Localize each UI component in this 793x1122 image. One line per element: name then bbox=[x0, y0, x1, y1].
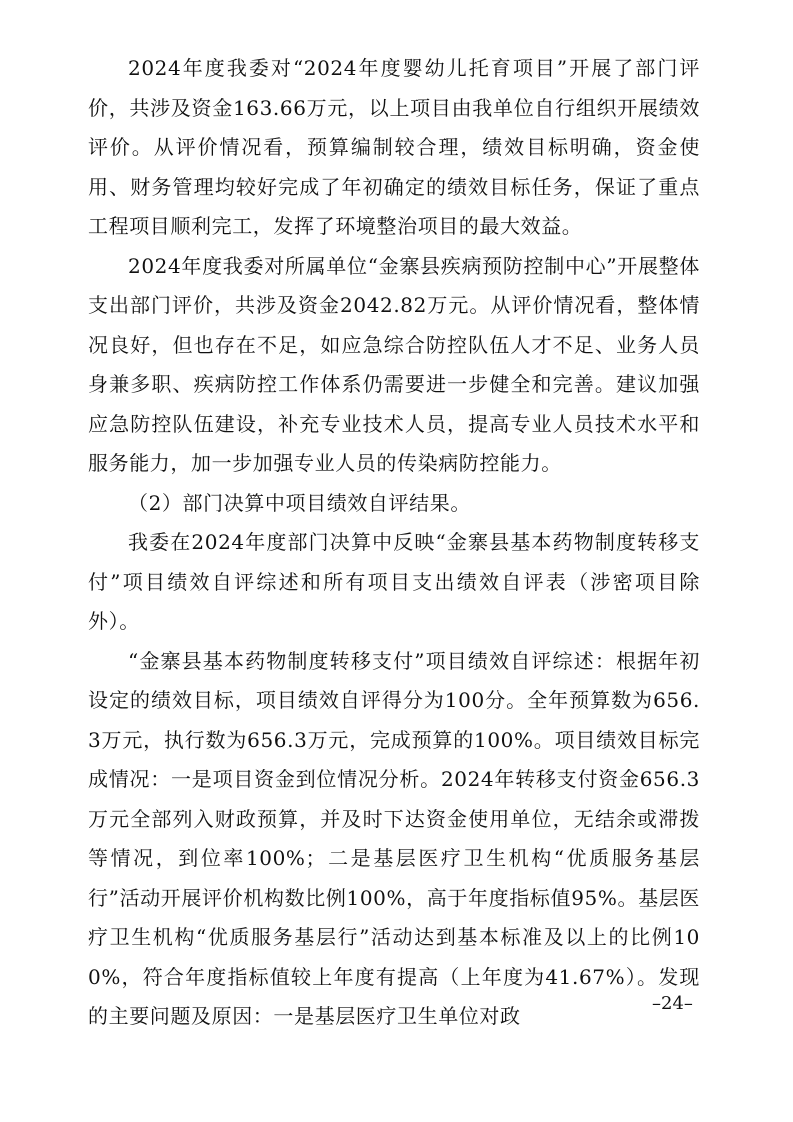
document-body bbox=[88, 49, 700, 1037]
page-number: –24– bbox=[652, 993, 693, 1014]
paragraph-final-accounts: 我委在2024年度部门决算中反映“金寨县基本药物制度转移支付”项目绩效自评综述和所有项目支出绩效自评表（涉密项目除外）。 bbox=[88, 530, 700, 633]
paragraph-cdc-evaluation: 2024年度我委对所属单位“金寨县疾病预防控制中心”开展整体支出部门评价，共涉及资金2042.82万元。从评价情况看，整体情况良好，但也存在不足，如应急综合防控队伍人才不足、业务人员身兼多职、疾病防控工作体系仍需要进一步健全和完善。建议加强应急防控队伍建设，补充专业技术人员，提高专业人员技术水平和服务能力，加一步加强专业人员的传染病防控能力。 bbox=[88, 253, 700, 475]
section-heading-self-evaluation: （2）部门决算中项目绩效自评结果。 bbox=[128, 490, 471, 515]
paragraph-infant-care-evaluation: 2024年度我委对“2024年度婴幼儿托育项目”开展了部门评价，共涉及资金163.66万元，以上项目由我单位自行组织开展绩效评价。从评价情况看，预算编制较合理，绩效目标明确，资金使用、财务管理均较好完成了年初确定的绩效目标任务，保证了重点工程项目顺利完工，发挥了环境整治项目的最大效益。 bbox=[88, 56, 700, 238]
paragraph-essential-drugs-summary: “金寨县基本药物制度转移支付”项目绩效自评综述：根据年初设定的绩效目标，项目绩效自评得分为100分。全年预算数为656.3万元，执行数为656.3万元，完成预算的100%。项目绩效目标完成情况：一是项目资金到位情况分析。2024年转移支付资金656.3万元全部列入财政预算，并及时下达资金使用单位，无结余或滞拨等情况，到位率100%；二是基层医疗卫生机构“优质服务基层行”活动开展评价机构数比例100%，高于年度指标值95%。基层医疗卫生机构“优质服务基层行”活动达到基本标准及以上的比例100%，符合年度指标值较上年度有提高（上年度为41.67%）。发现的主要问题及原因：一是基层医疗卫生单位对政 bbox=[88, 648, 700, 1028]
